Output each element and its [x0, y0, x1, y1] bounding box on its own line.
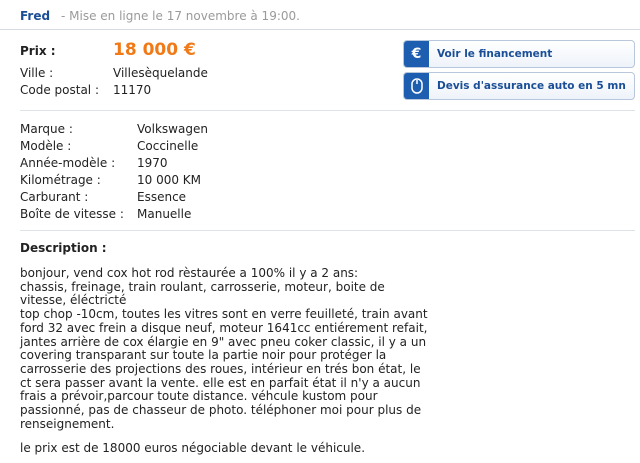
posted-date: - Mise en ligne le 17 novembre à 19:00. [61, 9, 300, 23]
spec-label: Boîte de vitesse : [20, 207, 124, 221]
author-name[interactable]: Fred [20, 9, 51, 23]
financing-button-label: Voir le financement [437, 48, 553, 60]
divider [20, 110, 635, 111]
description-title: Description : [20, 241, 107, 255]
spec-value: Volkswagen [137, 122, 208, 136]
spec-label: Modèle : [20, 139, 72, 153]
description-price-note: le prix est de 18000 euros négociable devant le véhicule. [20, 441, 366, 455]
mouse-icon [404, 73, 429, 99]
price-label: Prix : [20, 44, 56, 58]
divider [20, 230, 635, 231]
ad-header [0, 0, 640, 30]
insurance-button-label: Devis d'assurance auto en 5 mn [437, 80, 626, 92]
description-body: bonjour, vend cox hot rod rèstaurée a 100% il y a 2 ans: chassis, freinage, train roulant, carrosserie, moteur, boite de vitesse, éléctricté top chop -10cm, toutes les vitres sont en verre feuilleté, train avant ford 32 avec frein a disque neuf, moteur 1641cc entiérement refait, jantes arrière de cox élargie en 9" avec pneu coker classic, il y a un covering transparant sur toute la partie noir pour protéger la carrosserie des projections des roues, intérieur en trés bon état, le ct sera passer avant la vente. elle est en parfait état il n'y a aucun frais a prévoir,parcour toute distance. véhcule kustom pour passionné, pas de chasseur de photo. téléphoner moi pour plus de renseignement. [20, 266, 428, 431]
financing-button[interactable] [403, 40, 635, 68]
spec-value: 1970 [137, 156, 168, 170]
postcode-value: 11170 [113, 83, 152, 97]
postcode-label: Code postal : [20, 83, 99, 97]
euro-icon: € [404, 41, 429, 67]
spec-label: Carburant : [20, 190, 89, 204]
price-value: 18 000 € [113, 40, 196, 60]
spec-value: 10 000 KM [137, 173, 202, 187]
spec-label: Kilométrage : [20, 173, 101, 187]
spec-value: Manuelle [137, 207, 192, 221]
city-label: Ville : [20, 66, 54, 80]
spec-value: Essence [137, 190, 187, 204]
spec-label: Marque : [20, 122, 73, 136]
spec-label: Année-modèle : [20, 156, 116, 170]
spec-value: Coccinelle [137, 139, 199, 153]
city-value: Villesèquelande [113, 66, 208, 80]
insurance-quote-button[interactable] [403, 72, 635, 100]
